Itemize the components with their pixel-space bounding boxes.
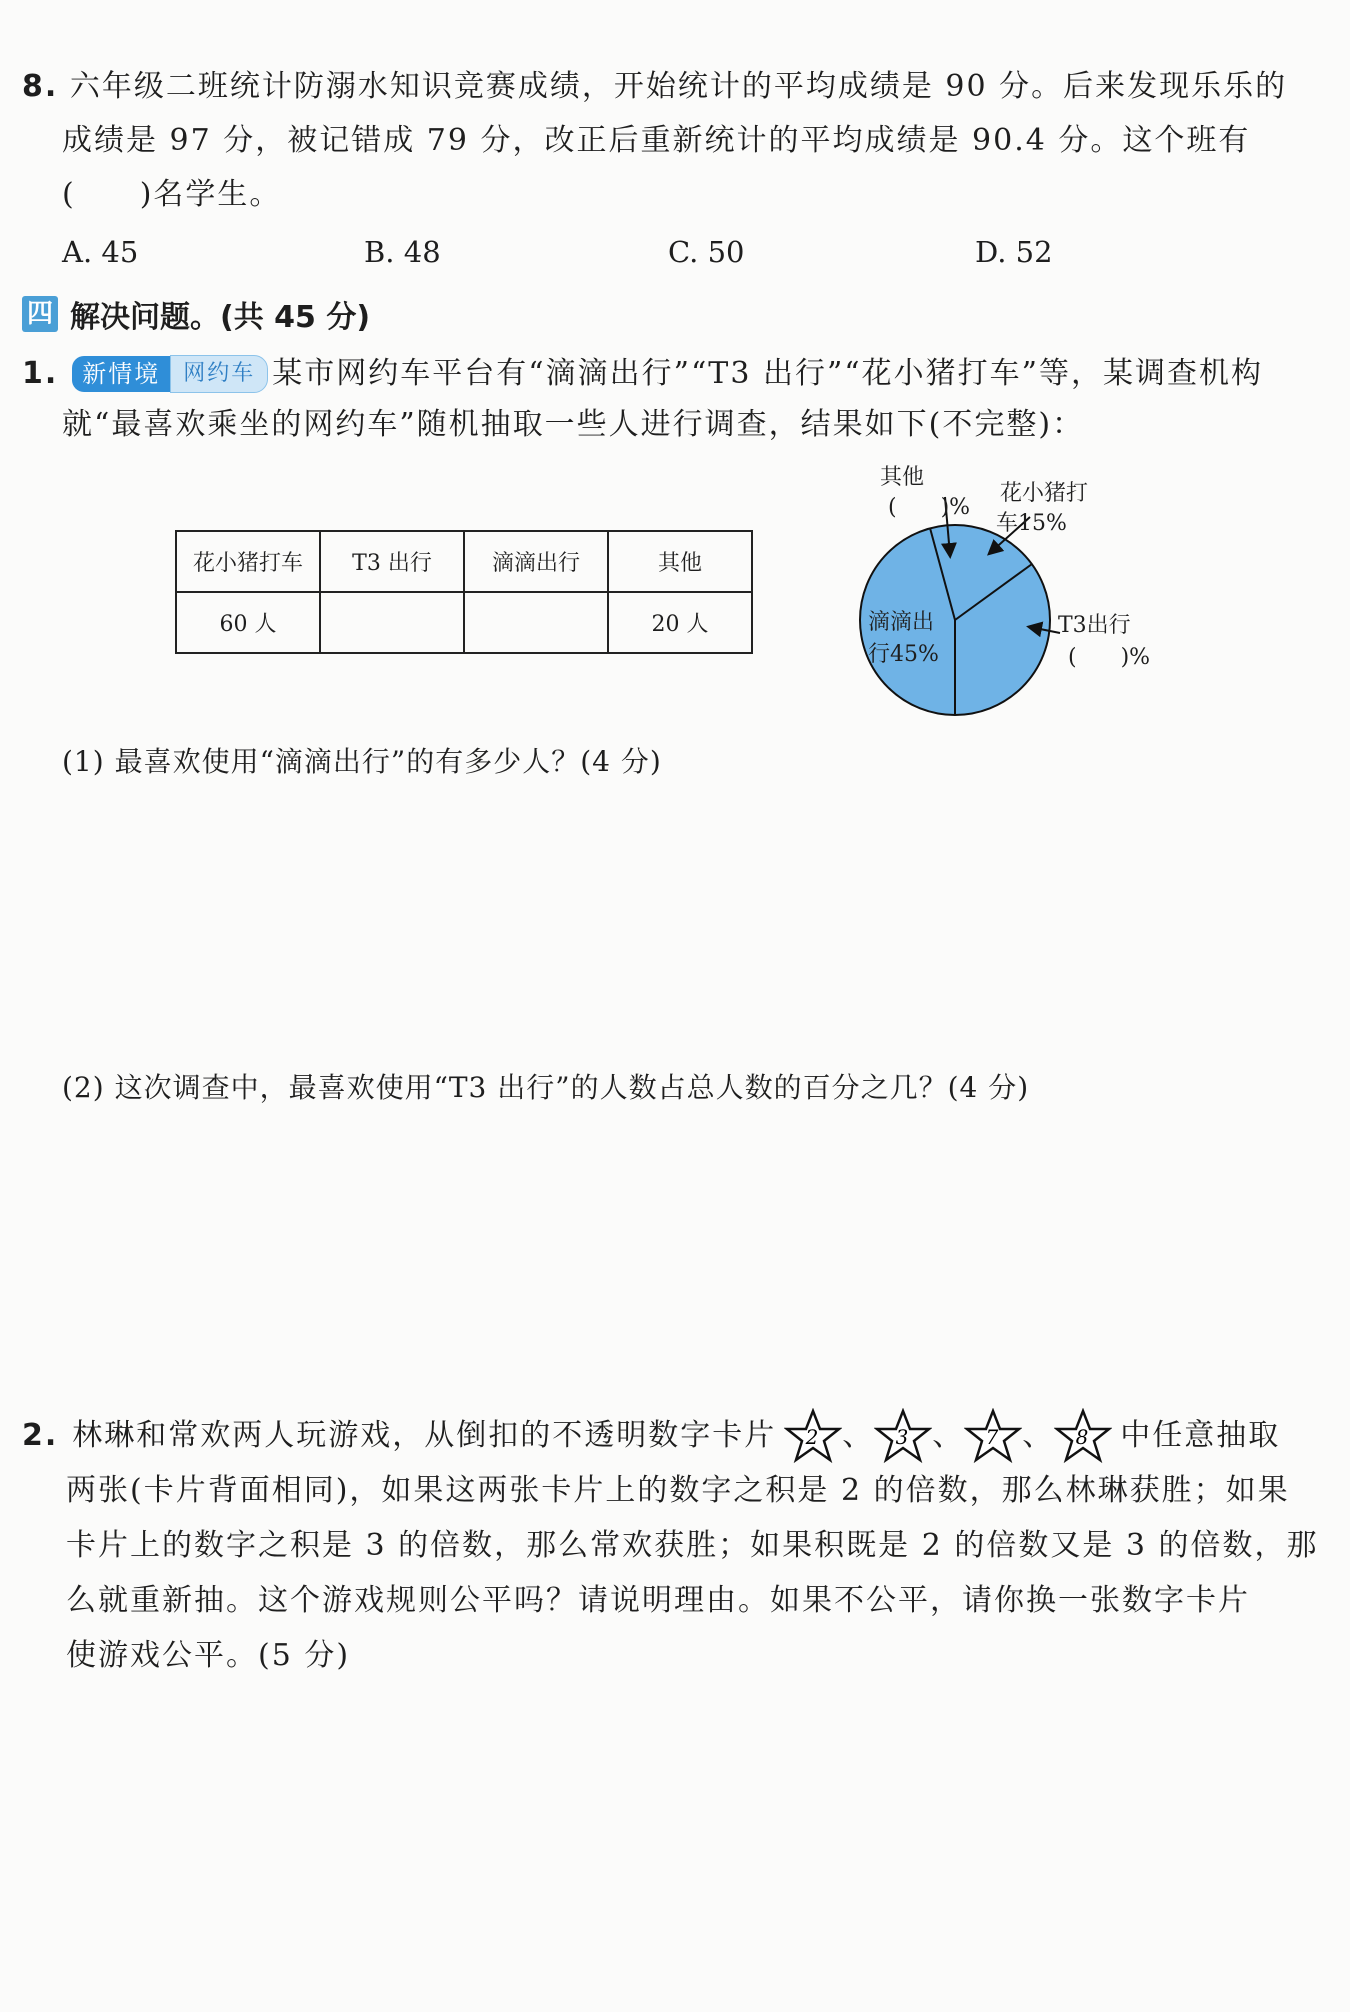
table-header-cell: 花小猪打车 (176, 531, 320, 592)
q8-line2: 成绩是 97 分，被记错成 79 分，改正后重新统计的平均成绩是 90.4 分。这个班有 (62, 123, 1251, 158)
q8-option-c: C. 50 (668, 235, 745, 269)
q2-number: 2. (22, 1418, 59, 1453)
section-heading (22, 292, 370, 336)
star-card-icon (784, 1408, 842, 1464)
card-number: 7 (985, 1425, 1001, 1449)
tag-sub: 网约车 (170, 355, 268, 393)
pie-label-t3-pct: ( )% (1068, 645, 1151, 670)
q8-line1-text: 六年级二班统计防溺水知识竞赛成绩，开始统计的平均成绩是 90 分。后来发现乐乐的 (69, 69, 1288, 104)
card-number: 2 (805, 1425, 821, 1449)
table-value-cell: 60 人 (176, 592, 320, 653)
q2-line1 (22, 1408, 1280, 1464)
table-value-cell (320, 592, 464, 653)
table-value-cell (464, 592, 608, 653)
pie-label-hxz-pct: 车15% (996, 511, 1067, 536)
q8-line1 (22, 69, 1288, 104)
q2-line3: 卡片上的数字之积是 3 的倍数，那么常欢获胜；如果积既是 2 的倍数又是 3 的倍数，那 (66, 1528, 1319, 1563)
q2-line4: 么就重新抽。这个游戏规则公平吗？请说明理由。如果不公平，请你换一张数字卡片 (66, 1583, 1250, 1618)
q8-option-d: D. 52 (975, 235, 1053, 269)
pie-label-didi: 滴滴出 (868, 610, 935, 635)
new-situation-tag (72, 355, 268, 393)
card-separator: 、 (1022, 1418, 1055, 1453)
q1-number: 1. (22, 356, 59, 391)
q8-option-b: B. 48 (364, 235, 441, 269)
q1-sub1: (1) 最喜欢使用“滴滴出行”的有多少人？(4 分) (62, 745, 662, 778)
q2-line2: 两张(卡片背面相同)，如果这两张卡片上的数字之积是 2 的倍数，那么林琳获胜；如果 (66, 1473, 1290, 1508)
q2-line1-text-a: 林琳和常欢两人玩游戏，从倒扣的不透明数字卡片 (72, 1418, 777, 1453)
table-header-cell: 滴滴出行 (464, 531, 608, 592)
pie-label-other-pct: ( )% (888, 495, 971, 520)
q1-line2: 就“最喜欢乘坐的网约车”随机抽取一些人进行调查，结果如下(不完整)： (62, 407, 1085, 442)
card-separator: 、 (932, 1418, 965, 1453)
table-header-cell: 其他 (608, 531, 752, 592)
q1-line1-text: 某市网约车平台有“滴滴出行”“T3 出行”“花小猪打车”等，某调查机构 (272, 356, 1263, 391)
card-number: 8 (1075, 1425, 1091, 1449)
q8-line3: ( )名学生。 (62, 177, 282, 212)
section-badge: 四 (22, 296, 58, 332)
pie-label-t3: T3出行 (1058, 613, 1131, 638)
tag-main: 新情境 (72, 356, 170, 392)
table-header-row (176, 531, 752, 592)
q2-line5: 使游戏公平。(5 分) (66, 1638, 351, 1673)
section-title: 解决问题。(共 45 分) (70, 300, 371, 335)
answer-area-3[interactable] (66, 1700, 1286, 1980)
q1-sub2: (2) 这次调查中，最喜欢使用“T3 出行”的人数占总人数的百分之几？(4 分) (62, 1071, 1030, 1104)
table-value-cell: 20 人 (608, 592, 752, 653)
q8-number: 8. (22, 69, 59, 104)
table-value-row (176, 592, 752, 653)
star-card-icon (964, 1408, 1022, 1464)
card-separator: 、 (842, 1418, 875, 1453)
q2-line1-text-b: 中任意抽取 (1120, 1418, 1281, 1453)
q1-line1 (22, 355, 1263, 393)
pie-label-other: 其他 (880, 465, 925, 490)
answer-area-2[interactable] (62, 1116, 1282, 1376)
answer-area-1[interactable] (62, 790, 1282, 1050)
q8-option-a: A. 45 (62, 235, 139, 269)
pie-label-didi-pct: 行45% (868, 642, 939, 667)
survey-table (175, 530, 753, 654)
number-cards (784, 1408, 1112, 1464)
pie-label-hxz: 花小猪打 (1000, 481, 1089, 506)
card-number: 3 (895, 1425, 911, 1449)
table-header-cell: T3 出行 (320, 531, 464, 592)
star-card-icon (874, 1408, 932, 1464)
star-card-icon (1054, 1408, 1112, 1464)
